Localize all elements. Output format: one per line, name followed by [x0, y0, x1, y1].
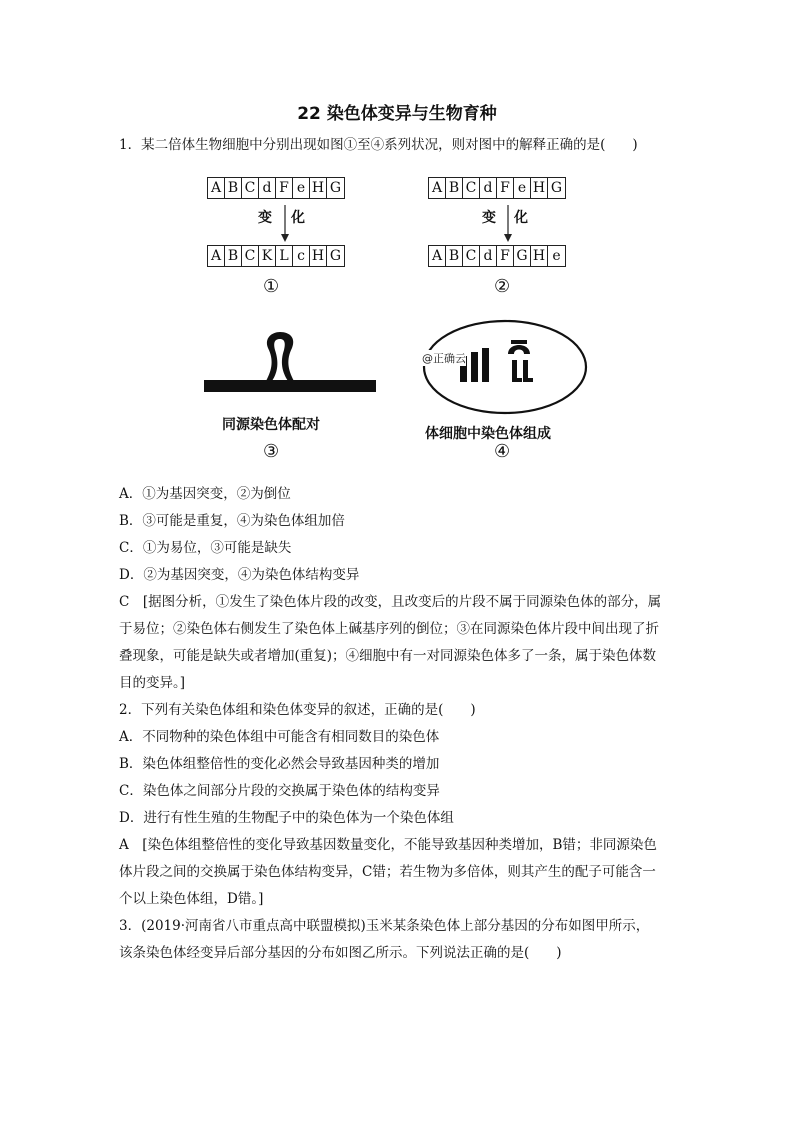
- fig1-arrow-text-left: 变: [258, 210, 272, 226]
- fig2-arrow-text-left: 变: [482, 210, 496, 226]
- q1-option-b: B．③可能是重复，④为染色体组加倍: [119, 513, 345, 529]
- fig2-bottom-gene-cell: B: [446, 246, 463, 266]
- fig2-top-gene-cell: F: [497, 178, 514, 198]
- q1-answer-line: C [据图分析，①发生了染色体片段的改变，且改变后的片段不属于同源染色体的部分，属: [119, 594, 662, 610]
- fig2-original-chromosome: [428, 177, 566, 199]
- fig1-original-chromosome: [207, 177, 345, 199]
- fig1-top-gene-cell: B: [225, 178, 242, 198]
- fig1-top-gene-cell: G: [329, 180, 342, 196]
- fig2-bottom-gene-cell: d: [480, 246, 497, 266]
- page-title: 22 染色体变异与生物育种: [297, 104, 497, 124]
- fig1-label: ①: [263, 276, 280, 297]
- fig2-bottom-gene-cell: e: [552, 248, 561, 264]
- q2-answer-line: 体片段之间的交换属于染色体结构变异，C错；若生物为多倍体，则其产生的配子可能含一: [119, 864, 656, 880]
- fig2-down-arrow: [503, 203, 513, 243]
- fig2-bottom-gene-cell: G: [514, 246, 531, 266]
- fig2-top-gene-cell: G: [550, 180, 563, 196]
- q2-option-a: A．不同物种的染色体组中可能含有相同数目的染色体: [119, 729, 440, 745]
- fig2-changed-chromosome: [428, 245, 566, 267]
- fig1-top-gene-cell: e: [293, 178, 310, 198]
- fig2-arrow-text-right: 化: [514, 210, 528, 226]
- q3-stem-line: 该条染色体经变异后部分基因的分布如图乙所示。下列说法正确的是( ): [119, 945, 562, 961]
- q1-option-a: A．①为基因突变，②为倒位: [119, 486, 291, 502]
- fig3-caption: 同源染色体配对: [222, 417, 320, 433]
- fig1-bottom-gene-cell: A: [208, 246, 225, 266]
- fig1-top-gene-cell: d: [259, 178, 276, 198]
- fig4-label: ④: [494, 441, 511, 462]
- fig2-top-gene-cell: e: [514, 178, 531, 198]
- fig1-bottom-gene-cell: B: [225, 246, 242, 266]
- fig1-top-gene-cell: H: [310, 178, 327, 198]
- fig2-top-gene-cell: d: [480, 178, 497, 198]
- fig2-label: ②: [494, 276, 511, 297]
- q2-option-d: D．进行有性生殖的生物配子中的染色体为一个染色体组: [119, 810, 454, 826]
- fig3-label: ③: [263, 441, 280, 462]
- fig2-top-gene-cell: C: [463, 178, 480, 198]
- q1-option-d: D．②为基因突变，④为染色体结构变异: [119, 567, 360, 583]
- fig1-changed-chromosome: [207, 245, 345, 267]
- fig1-top-gene-cell: C: [242, 178, 259, 198]
- watermark-text: @正确云: [422, 352, 466, 365]
- fig2-top-gene-cell: H: [531, 178, 548, 198]
- q2-option-b: B．染色体组整倍性的变化必然会导致基因种类的增加: [119, 756, 440, 772]
- fig1-arrow-text-right: 化: [291, 210, 305, 226]
- fig2-bottom-gene-cell: C: [463, 246, 480, 266]
- fig2-bottom-gene-cell: F: [497, 246, 514, 266]
- fig4-cell-drawing: [420, 318, 590, 418]
- fig1-top-gene-cell: F: [276, 178, 293, 198]
- q1-answer-line: 于易位；②染色体右侧发生了染色体上碱基序列的倒位；③在同源染色体片段中间出现了折: [119, 621, 659, 637]
- q2-answer-line: 个以上染色体组，D错。]: [119, 891, 264, 907]
- q1-answer-line: 叠现象，可能是缺失或者增加(重复)；④细胞中有一对同源染色体多了一条，属于染色体数: [119, 648, 657, 664]
- q2-option-c: C．染色体之间部分片段的交换属于染色体的结构变异: [119, 783, 440, 799]
- fig1-top-gene-cell: A: [208, 178, 225, 198]
- q2-stem: 2．下列有关染色体组和染色体变异的叙述，正确的是( ): [119, 702, 476, 718]
- q2-answer-line: A [染色体组整倍性的变化导致基因数量变化，不能导致基因种类增加，B错；非同源染色: [119, 837, 657, 853]
- fig2-top-gene-cell: A: [429, 178, 446, 198]
- fig2-top-gene-cell: B: [446, 178, 463, 198]
- fig1-bottom-gene-cell: K: [259, 246, 276, 266]
- q3-stem-line: 3．(2019·河南省八市重点高中联盟模拟)玉米某条染色体上部分基因的分布如图甲所示，: [119, 918, 650, 934]
- fig1-down-arrow: [280, 203, 290, 243]
- fig2-bottom-gene-cell: A: [429, 246, 446, 266]
- fig1-bottom-gene-cell: L: [276, 246, 293, 266]
- q1-answer-line: 目的变异。]: [119, 675, 186, 691]
- q1-option-c: C．①为易位，③可能是缺失: [119, 540, 292, 556]
- fig1-bottom-gene-cell: c: [293, 246, 310, 266]
- fig3-synapsis-drawing: [200, 330, 380, 400]
- fig1-bottom-gene-cell: H: [310, 246, 327, 266]
- q1-stem: 1．某二倍体生物细胞中分别出现如图①至④系列状况，则对图中的解释正确的是( ): [119, 137, 638, 153]
- fig1-bottom-gene-cell: C: [242, 246, 259, 266]
- fig2-bottom-gene-cell: H: [531, 246, 548, 266]
- fig1-bottom-gene-cell: G: [329, 248, 342, 264]
- fig4-caption: 体细胞中染色体组成: [425, 426, 551, 442]
